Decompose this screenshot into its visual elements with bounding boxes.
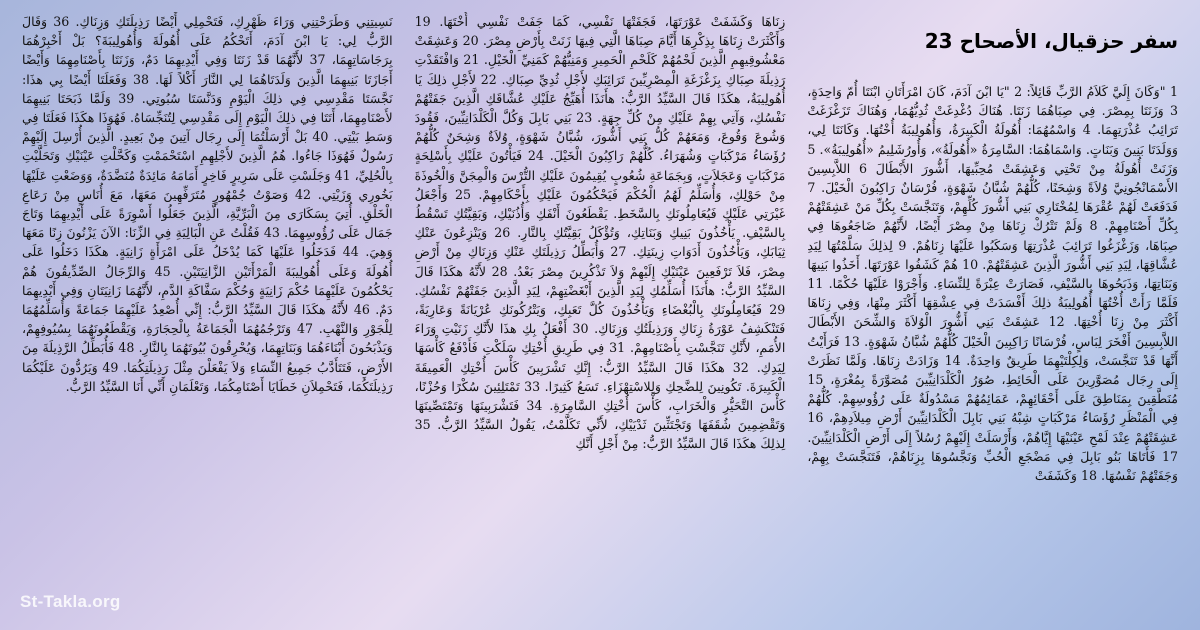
- text-column-3: [18, 12, 397, 618]
- column-text: 1 "وَكَانَ إِلَيَّ كَلاَمُ الرَّبِّ قَائِلاً: 2 "يَا ابْنَ آدَمَ، كَانَ امْرَأَتَانِ ابْنَتَا أُمّ وَاحِدَةٍ، 3 وَزَنَتَا بِمِصْرَ. فِي صِبَاهُمَا زَنَتَا. هُنَاكَ دُغْدِغَتْ ثُدِيُّهُمَا، وَهُنَاكَ تَزَغْزَغَتْ تَرَائِبُ عُذْرَتِهِمَا. 4 وَاسْمُهُمَا: أُهُولَةُ الْكَبِيرَةُ، وَأُهُولِيبَةُ أُخْتُهَا. وَكَانَتَا لِي، وَوَلَدَتَا بَنِينَ وَبَنَاتٍ. وَاسْمَاهُمَا: السَّامِرَةُ «أُهُولَةُ»، وَأُورُشَلِيمُ «أُهُولِيبَةُ». 5 وَزَنَتْ أُهُولَةُ مِنْ تَحْتِي وَعَشِقَتْ مُحِبِّيهَا، أَشُّورَ الأَبْطَالَ 6 اللاَّبِسِينَ الأَسْمَانْجُونِيَّ وُلاَةً وَشِحَنًا، كُلُّهُمْ شُبَّانُ شَهْوَةٍ، فُرْسَانٌ رَاكِبُونَ الْخَيْلَ. 7 فَدَفَعَتْ لَهُمْ عُقْرَهَا لِمُخْتَارِي بَنِي أَشُّورَ كُلِّهِمْ، وَتَنَجَّسَتْ بِكُلِّ مَنْ عَشِقَتْهُمْ بِكُلِّ أَصْنَامِهِمْ. 8 وَلَمْ تَتْرُكْ زِنَاهَا مِنْ مِصْرَ أَيْضًا، لأَنَّهُمْ ضَاجَعُوهَا فِي صِبَاهَا، وَزَغْزَغُوا تَرَائِبَ عُذْرَتِهَا وَسَكَبُوا عَلَيْهَا زِنَاهُمْ. 9 لِذلِكَ سَلَّمْتُهَا لِيَدِ عُشَّاقِهَا، لِيَدِ بَنِي أَشُّورَ الَّذِينَ عَشِقَتْهُمْ. 10 هُمْ كَشَفُوا عَوْرَتَهَا. أَخَذُوا بَنِيهَا وَبَنَاتِهَا، وَذَبَحُوهَا بِالسَّيْفِ، فَصَارَتْ عِبْرَةً لِلنِّسَاءِ. وَأَجْرَوْا عَلَيْهَا حُكْمًا. 11 فَلَمَّا رَأَتْ أُخْتُهَا أُهُولِيبَةُ ذلِكَ أَفْسَدَتْ فِي عِشْقِهَا أَكْثَرَ مِنْهَا، وَفِي زِنَاهَا أَكْثَرَ مِنْ زِنَا أُخْتِهَا. 12 عَشِقَتْ بَنِي أَشُّورَ الْوُلاَةَ وَالشِّحَنَ الأَبْطَالَ اللاَّبِسِينَ أَفْخَرَ لِبَاسٍ، فُرْسَانًا رَاكِبِينَ الْخَيْلَ كُلُّهُمْ شُبَّانُ شَهْوَةٍ. 13 فَرَأَيْتُ أَنَّهَا قَدْ تَنَجَّسَتْ، وَلِكِلْتَيْهِمَا طَرِيقٌ وَاحِدَةٌ. 14 وَزَادَتْ زِنَاهَا. وَلَمَّا نَظَرَتْ إِلَى رِجَال مُصَوَّرِينَ عَلَى الْحَائِطِ، صُوَرُ الْكَلْدَانِيِّينَ مُصَوَّرَةً بِمُغْرَةٍ، 15 مُنَطَّقِينَ بِمَنَاطِقَ عَلَى أَحْقَائِهِمْ، عَمَائِمُهُمْ مَسْدُولَةٌ عَلَى رُؤُوسِهِمْ. كُلُّهُمْ فِي الْمَنْظَرِ رُؤَسَاءُ مَرْكَبَاتٍ شِبْهُ بَنِي بَابِلَ الْكَلْدَانِيِّينَ أَرْضِ مِيلاَدِهِمْ، 16 عَشِقَتْهُمْ عِنْدَ لَمْحِ عَيْنَيْهَا إِيَّاهُمْ، وَأَرْسَلَتْ إِلَيْهِمْ رُسُلاً إِلَى أَرْضِ الْكَلْدَانِيِّينَ. 17 فَأَتَاهَا بَنُو بَابِلَ فِي مَضْجَعِ الْحُبِّ وَنَجَّسُوهَا بِزِنَاهُمْ، فَتَنَجَّسَتْ بِهِمْ، وَجَفَتْهُمْ نَفْسُهَا. 18 وَكَشَفَتْ: [807, 84, 1179, 484]
- site-watermark: St-Takla.org: [20, 592, 121, 611]
- text-column-2: [411, 12, 790, 618]
- column-text: زِنَاهَا وَكَشَفَتْ عَوْرَتَهَا، فَجَفَتْهَا نَفْسِي، كَمَا جَفَتْ نَفْسِي أُخْتَهَا. 19 وَأَكْثَرَتْ زِنَاهَا بِذِكْرِهَا أَيَّامَ صِبَاهَا الَّتِي فِيهَا زَنَتْ بِأَرْضِ مِصْرَ. 20 وَعَشِقَتْ مَعْشُوقِيهِمِ الَّذِينَ لَحْمُهُمْ كَلَحْمِ الْحَمِيرِ وَمَنِيُّهُمْ كَمَنِيِّ الْخَيْلِ. 21 وَافْتَقَدْتِ رَذِيلَةَ صِبَاكِ بِزَغْزَغَةِ الْمِصْرِيِّينَ تَرَائِبَكِ لأَجْلِ ثُدِيِّ صِبَاكِ. 22 لأَجْلِ ذلِكَ يَا أُهُولِيبَةُ، هكَذَا قَالَ السَّيِّدُ الرَّبُّ: هأَنَذَا أُهَيِّجُ عَلَيْكِ عُشَّاقَكِ الَّذِينَ جَفَتْهُمْ نَفْسُكِ، وَآتِي بِهِمْ عَلَيْكِ مِنْ كُلِّ جِهَةٍ. 23 بَنِي بَابِلَ وَكُلَّ الْكَلْدَانِيِّينَ، فَقُودَ وَشُوعَ وَقُوعَ، وَمَعَهُمْ كُلُّ بَنِي أَشُّورَ، شُبَّانُ شَهْوَةٍ، وُلاَةٌ وَشِحَنٌ كُلُّهُمْ رُؤَسَاءُ مَرْكَبَاتٍ وَشُهَرَاءُ. كُلُّهُمْ رَاكِبُونَ الْخَيْلَ. 24 فَيَأْتُونَ عَلَيْكِ بِأَسْلِحَةٍ مَرْكَبَاتٍ وَعَجَلاَتٍ، وَبِجَمَاعَةِ شُعُوبٍ يُقِيمُونَ عَلَيْكِ التُّرْسَ وَالْمِجَنَّ وَالْخُوذَةَ مِنْ حَوْلِكِ، وَأُسَلِّمُ لَهُمُ الْحُكْمَ فَيَحْكُمُونَ عَلَيْكِ بِأَحْكَامِهِمْ. 25 وَأَجْعَلُ غَيْرَتِي عَلَيْكِ فَيُعَامِلُونَكِ بِالسَّخَطِ. يَقْطَعُونَ أَنْفَكِ وَأُذُنَيْكِ، وَبَقِيَّتُكِ تَسْقُطُ بِالسَّيْفِ. يَأْخُذُونَ بَنِيكِ وَبَنَاتِكِ، وَتُؤْكَلُ بَقِيَّتُكِ بِالنَّارِ. 26 وَيَنْزِعُونَ عَنْكِ ثِيَابَكِ، وَيَأْخُذُونَ أَدَوَاتِ زِينَتِكِ. 27 وَأُبَطِّلُ رَذِيلَتَكِ عَنْكِ وَزِنَاكِ مِنْ أَرْضِ مِصْرَ، فَلاَ تَرْفَعِينَ عَيْنَيْكِ إِلَيْهِمْ وَلاَ تَذْكُرِينَ مِصْرَ بَعْدُ. 28 لأَنَّهُ هكَذَا قَالَ السَّيِّدُ الرَّبُّ: هأَنَذَا أُسَلِّمُكِ لِيَدِ الَّذِينَ أَبْغَضْتِهِمْ، لِيَدِ الَّذِينَ جَفَتْهُمْ نَفْسُكِ. 29 فَيُعَامِلُونَكِ بِالْبُغْضَاءِ وَيَأْخُذُونَ كُلَّ تَعَبِكِ، وَيَتْرُكُونَكِ عُرْيَانَةً وَعَارِيَةً، فَتَنْكَشِفُ عَوْرَةُ زِنَاكِ وَرَذِيلَتُكِ وَزِنَاكِ. 30 أَفْعَلُ بِكِ هذَا لأَنَّكِ زَنَيْتِ وَرَاءَ الأُمَمِ، لأَنَّكِ تَنَجَّسْتِ بِأَصْنَامِهِمْ. 31 فِي طَرِيقِ أُخْتِكِ سَلَكْتِ فَأَدْفَعُ كَأْسَهَا لِيَدِكِ. 32 هكَذَا قَالَ السَّيِّدُ الرَّبُّ: إِنَّكِ تَشْرَبِينَ كَأْسَ أُخْتِكِ الْعَمِيقَةَ الْكَبِيرَةَ. تَكُونِينَ لِلضَّحِكِ وَلِلاسْتِهْزَاءِ. تَسَعُ كَثِيرًا. 33 تَمْتَلِئِينَ سُكْرًا وَحُزْنًا، كَأْسَ التَّحَيُّرِ وَالْخَرَابِ، كَأْسَ أُخْتِكِ السَّامِرَةِ. 34 فَتَشْرَبِينَهَا وَتَمْتَصِّينَهَا وَتَقْضِمِينَ شُقَفَهَا وَتَجْتَثِّينَ ثَدْيَيْكِ، لأَنِّي تَكَلَّمْتُ، يَقُولُ السَّيِّدُ الرَّبُّ. 35 لِذلِكَ هكَذَا قَالَ السَّيِّدُ الرَّبُّ: مِنْ أَجْلِ أَنَّكِ: [414, 14, 786, 452]
- text-column-1: [803, 12, 1182, 618]
- chapter-title: سفر حزقيال، الأصحاح 23: [924, 29, 1178, 53]
- column-text: نَسِيتِنِي وَطَرَحْتِنِي وَرَاءَ ظَهْرِكِ، فَتَحْمِلِي أَيْضًا رَذِيلَتَكِ وَزِنَاكِ. 36 وَقَالَ الرَّبُّ لِي: يَا ابْنَ آدَمَ، أَتَحْكُمُ عَلَى أُهُولَةَ وَأُهُولِيبَةَ؟ بَلْ أَخْبِرْهُمَا بِرَجَاسَاتِهِمَا، 37 لأَنَّهُمَا قَدْ زَنَتَا وَفِي أَيْدِيهِمَا دَمٌ، وَزَنَتَا بِأَصْنَامِهِمَا وَأَيْضًا أَجَازَتَا بَنِيهِمَا الَّذِينَ وَلَدَتَاهُمَا لِي النَّارَ أَكْلاً لَهَا. 38 وَفَعَلَتَا أَيْضًا بِي هذَا: نَجَّسَتَا مَقْدِسِي فِي ذلِكَ الْيَوْمِ وَدَنَّسَتَا سُبُوتِي. 39 وَلَمَّا ذَبَحَتَا بَنِيهِمَا لأَصْنَامِهِمَا، أَتَتَا فِي ذلِكَ الْيَوْمِ إِلَى مَقْدِسِي لِتُنَجِّسَاهُ. فَهُوَذَا هكَذَا فَعَلَتَا فِي وَسَطِ بَيْتِي. 40 بَلْ أَرْسَلْتُمَا إِلَى رِجَال آتِينَ مِنْ بَعِيدٍ. الَّذِينَ أُرْسِلَ إِلَيْهِمْ رَسُولٌ فَهُوَذَا جَاءُوا. هُمُ الَّذِينَ لأَجْلِهِمِ اسْتَحْمَمْتِ وَكَحَّلْتِ عَيْنَيْكِ وَتَحَلَّيْتِ بِالْحُلِيِّ، 41 وَجَلَسْتِ عَلَى سَرِيرٍ فَاخِرٍ أَمَامَهُ مَائِدَةٌ مُنَضَّدَةٌ، وَوَضَعْتِ عَلَيْهَا بَخُورِي وَزَيْتِي. 42 وَصَوْتُ جُمْهُورٍ مُتَرَفِّهِينَ مَعَهَا، مَعَ أُنَاسٍ مِنْ رَعَاعِ الْخَلْقِ. أُتِيَ بِسَكَارَى مِنَ الْبَرِّيَّةِ، الَّذِينَ جَعَلُوا أَسْوِرَةً عَلَى أَيْدِيهِمَا وَتَاجَ جَمَال عَلَى رُؤُوسِهِمَا. 43 فَقُلْتُ عَنِ الْبَالِيَةِ فِي الزِّنَا: الآنَ يَزْنُونَ زِنًا مَعَهَا وَهِيَ. 44 فَدَخَلُوا عَلَيْهَا كَمَا يُدْخَلُ عَلَى امْرَأَةٍ زَانِيَةٍ. هكَذَا دَخَلُوا عَلَى أُهُولَةَ وَعَلَى أُهُولِيبَةَ الْمَرْأَتَيْنِ الزَّانِيَتَيْنِ. 45 وَالرِّجَالُ الصِّدِّيقُونَ هُمْ يَحْكُمُونَ عَلَيْهِمَا حُكْمَ زَانِيَةٍ وَحُكْمَ سَفَّاكَةِ الدَّمِ، لأَنَّهُمَا زَانِيَتَانِ وَفِي أَيْدِيهِمَا دَمٌ. 46 لأَنَّهُ هكَذَا قَالَ السَّيِّدُ الرَّبُّ: إِنِّي أُصْعِدُ عَلَيْهِمَا جَمَاعَةً وَأُسَلِّمُهُمَا لِلْجَوْرِ وَالنَّهْبِ. 47 وَتَرْجُمُهُمَا الْجَمَاعَةُ بِالْحِجَارَةِ، وَيَقْطَعُونَهُمَا بِسُيُوفِهِمْ، وَيَذْبَحُونَ أَبْنَاءَهُمَا وَبَنَاتِهِمَا، وَيُحْرِقُونَ بُيُوتَهُمَا بِالنَّارِ. 48 فَأُبَطِّلُ الرَّذِيلَةَ مِنَ الأَرْضِ، فَتَتَأَدَّبُ جَمِيعُ النِّسَاءِ وَلاَ يَفْعَلْنَ مِثْلَ رَذِيلَتِكُمَا. 49 وَيَرُدُّونَ عَلَيْكُمَا رَذِيلَتَكُمَا، فَتَحْمِلاَنِ خَطَايَا أَصْنَامِكُمَا، وَتَعْلَمَانِ أَنِّي أَنَا السَّيِّدُ الرَّبُّ.: [21, 14, 393, 394]
- document-page: [18, 12, 1182, 618]
